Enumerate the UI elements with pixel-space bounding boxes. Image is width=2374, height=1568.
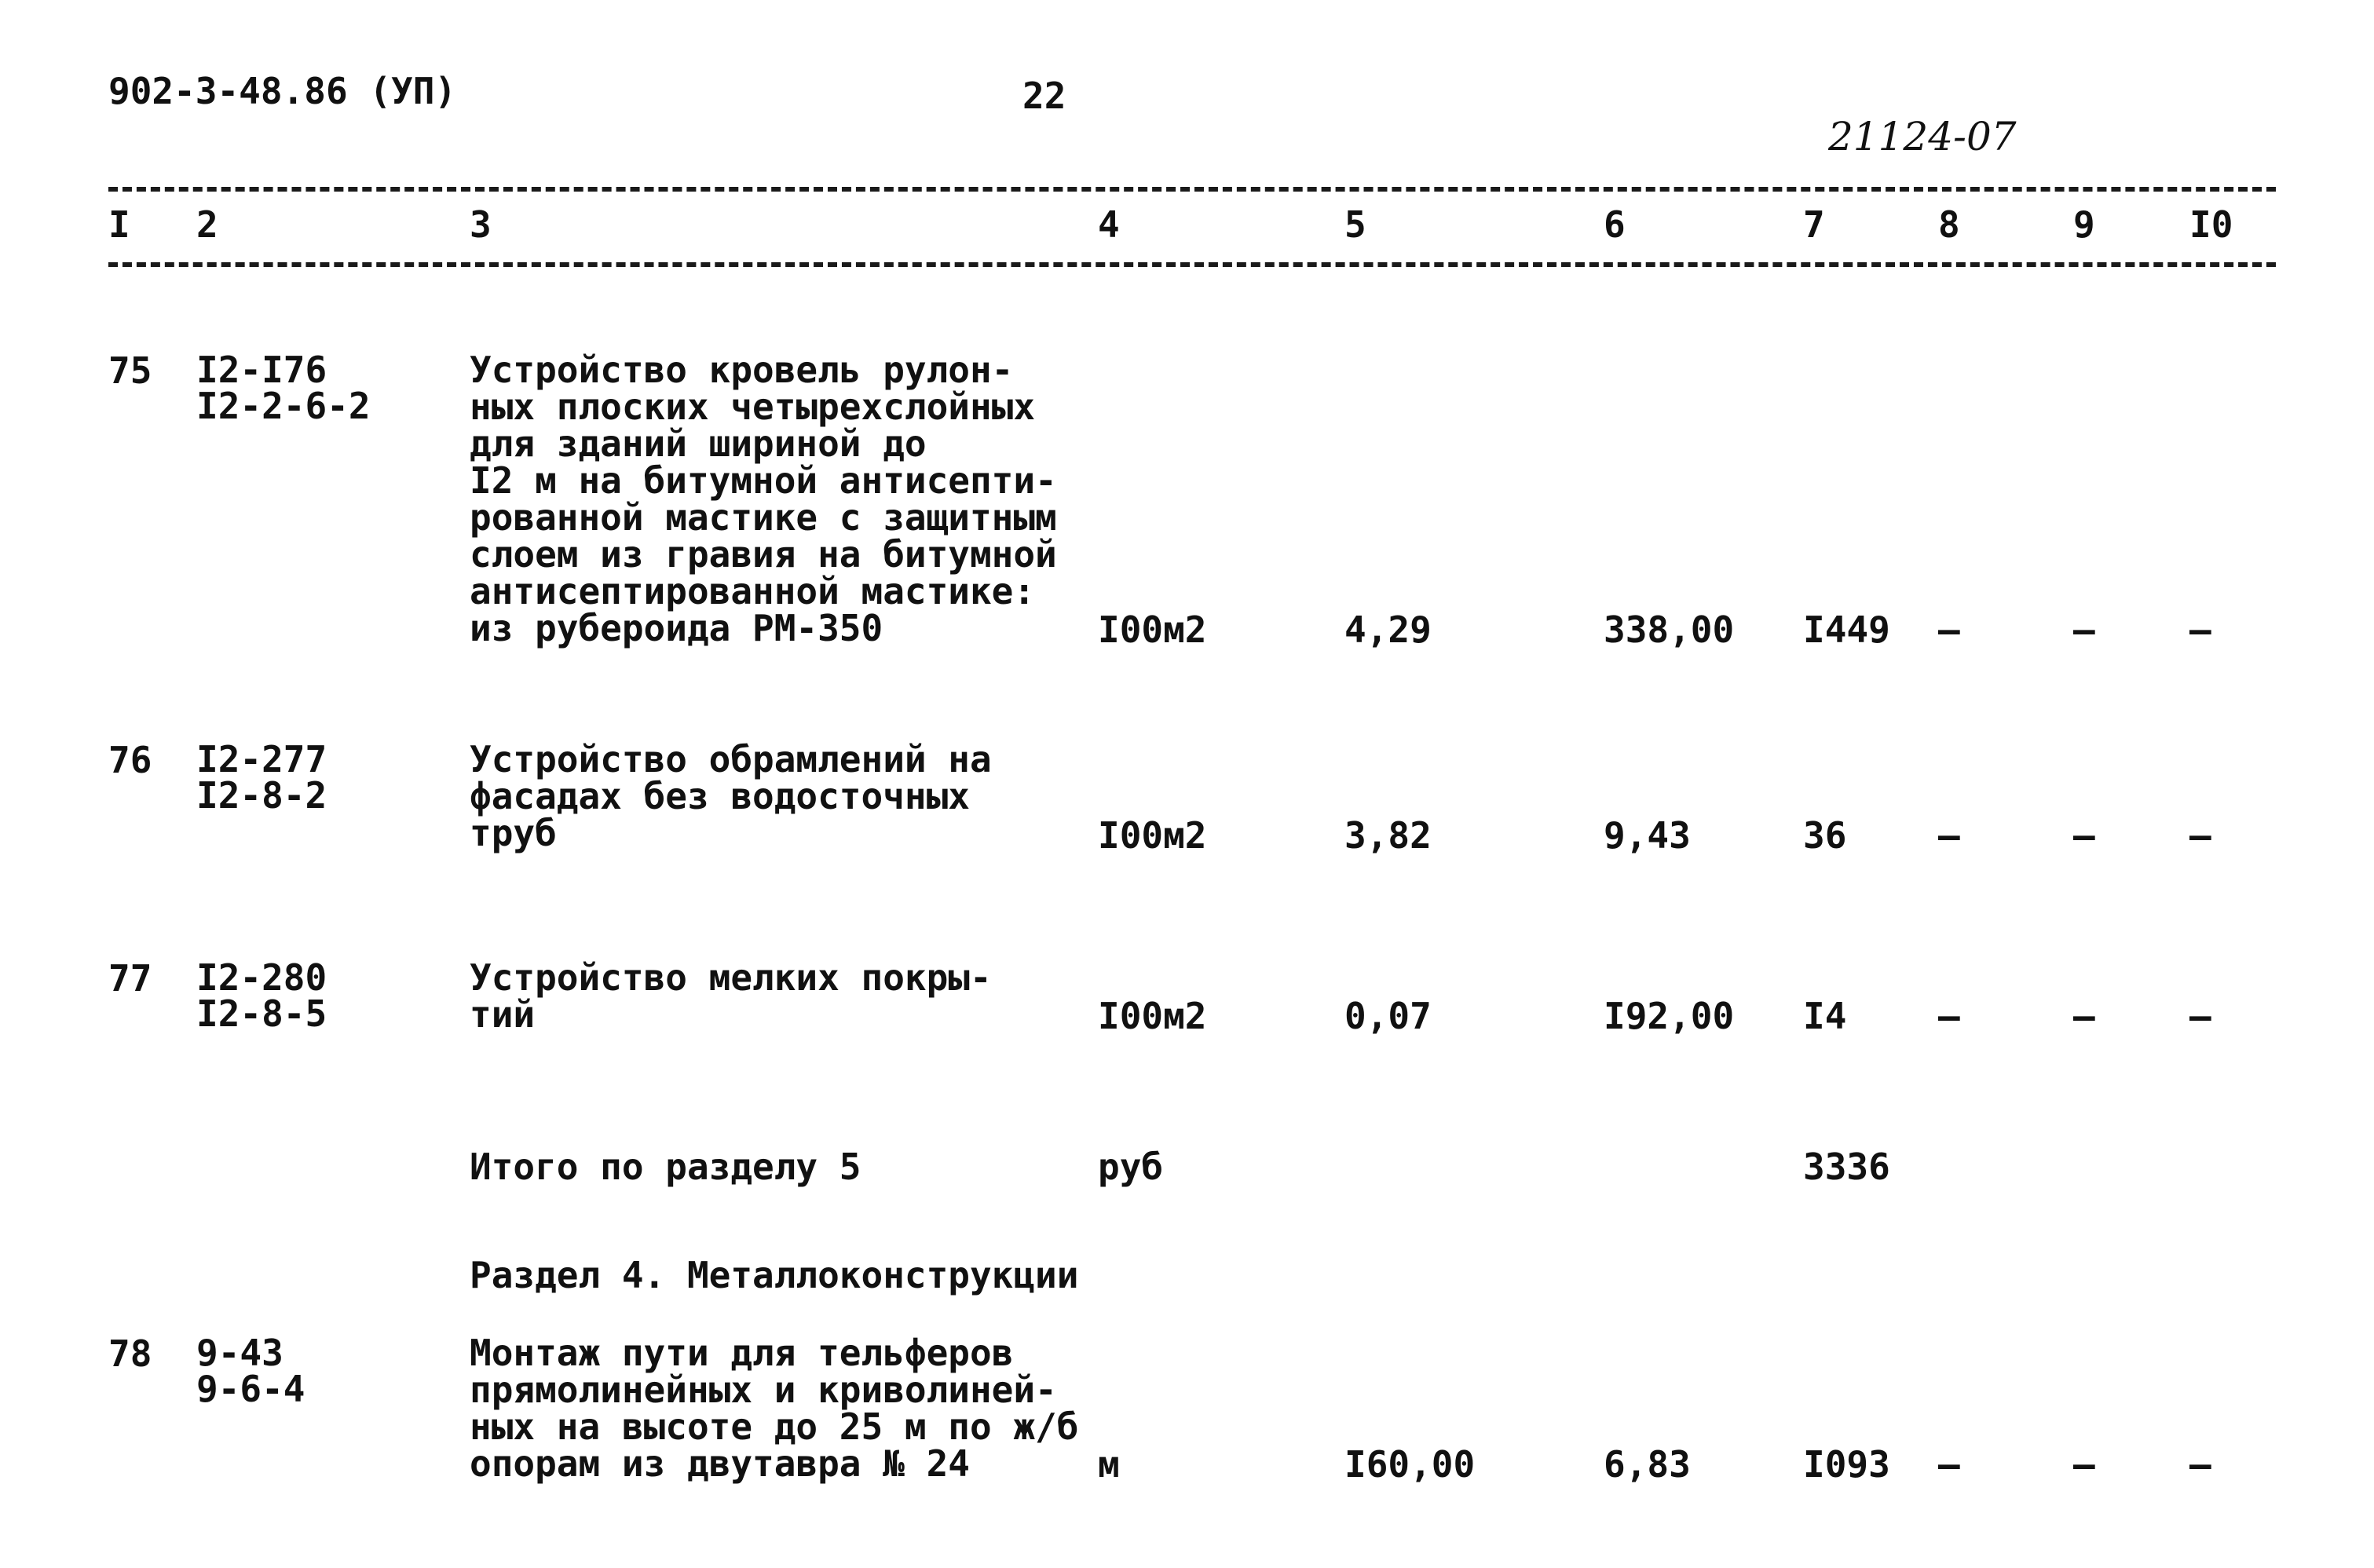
column-header: 2 [196,203,218,246]
row-description: Устройство мелких покры- тий [470,956,992,1036]
archive-number: 21124-07 [1828,114,2017,159]
subtotal-unit: руб [1098,1146,1164,1188]
row-description: Монтаж пути для тельферов прямолинейных и криволиней- ных на высоте до 25 м по ж/б опорам из двутавра № 24 [470,1332,1079,1485]
document-code: 902-3-48.86 (УП) [108,70,457,112]
row-quantity: I60,00 [1344,1443,1476,1486]
row-total: I449 [1803,609,1890,651]
row-total: 36 [1803,814,1847,857]
row-price: 338,00 [1604,609,1735,651]
row-unit: I00м2 [1098,609,1207,651]
column-header: 4 [1098,203,1120,246]
row-number: 76 [108,739,152,781]
row-col9: – [2073,609,2095,651]
row-code: I2-277 I2-8-2 [196,738,327,817]
row-col9: – [2073,995,2095,1037]
row-code: 9-43 9-6-4 [196,1332,305,1410]
header-top-rule [108,187,2276,192]
row-code: I2-280 I2-8-5 [196,956,327,1035]
page-number: 22 [1022,75,1066,117]
row-total: I4 [1803,995,1847,1037]
column-header: I0 [2189,203,2233,246]
row-quantity: 4,29 [1344,609,1432,651]
row-unit: I00м2 [1098,995,1207,1037]
column-header: I [108,203,130,246]
row-total: I093 [1803,1443,1890,1486]
row-number: 78 [108,1332,152,1375]
row-col9: – [2073,1443,2095,1486]
row-unit: I00м2 [1098,814,1207,857]
row-col8: – [1938,609,1960,651]
row-col8: – [1938,814,1960,857]
section-title: Раздел 4. Металлоконструкции [470,1254,1079,1296]
row-col9: – [2073,814,2095,857]
subtotal-total: 3336 [1803,1146,1890,1188]
column-header: 7 [1803,203,1825,246]
row-col8: – [1938,995,1960,1037]
row-col10: – [2189,1443,2211,1486]
row-code: I2-I76 I2-2-6-2 [196,349,371,427]
column-header: 5 [1344,203,1366,246]
row-col10: – [2189,609,2211,651]
row-description: Устройство обрамлений на фасадах без водосточных труб [470,738,992,854]
column-header: 3 [470,203,492,246]
row-price: I92,00 [1604,995,1735,1037]
row-col8: – [1938,1443,1960,1486]
row-number: 75 [108,349,152,392]
row-unit: м [1098,1443,1120,1486]
row-price: 9,43 [1604,814,1691,857]
header-bottom-rule [108,262,2276,267]
row-number: 77 [108,957,152,1000]
row-quantity: 3,82 [1344,814,1432,857]
row-description: Устройство кровель рулон- ных плоских четырехслойных для зданий шириной до I2 м на битумной антисепти- рованной мастике с защитным слоем из гравия на битумной антисептированной мастике: из рубероида РМ-350 [470,349,1057,649]
row-col10: – [2189,995,2211,1037]
column-header: 9 [2073,203,2095,246]
subtotal-label: Итого по разделу 5 [470,1146,861,1188]
row-price: 6,83 [1604,1443,1691,1486]
row-quantity: 0,07 [1344,995,1432,1037]
column-header: 8 [1938,203,1960,246]
row-col10: – [2189,814,2211,857]
column-header: 6 [1604,203,1626,246]
